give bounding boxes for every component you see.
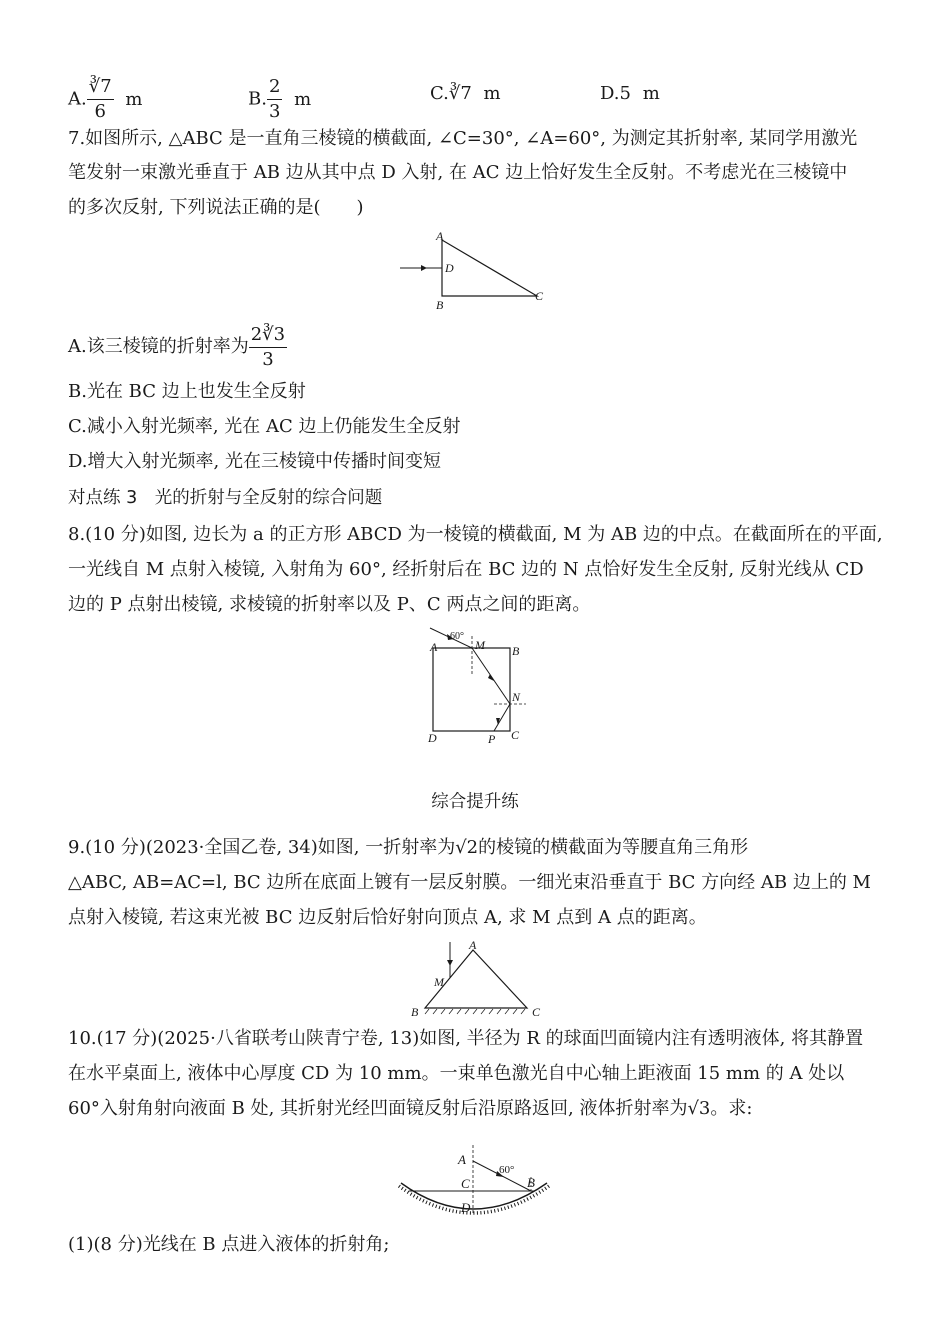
q8-label-d: D [428,731,437,745]
q7-arrow-head [421,265,427,271]
q10-angle-label: 60° [499,1164,515,1176]
q7-prism-figure [395,228,555,316]
q8-square-figure [420,624,540,748]
q10-stem-line-3: 60°入射角射向液面 B 处, 其折射光经凹面镜反射后沿原路返回, 液体折射率为√3。求: [68,1098,753,1119]
section-heading-3: 对点练 3 光的折射与全反射的综合问题 [68,488,383,508]
q9-triangle-figure [405,938,555,1018]
q8-label-p: P [488,732,496,746]
q7-option-a: A.该三棱镜的折射率为 $\frac{2∛3}{3}$ [68,323,286,370]
q7-option-b: B.光在 BC 边上也发生全反射 [68,381,306,402]
q9-label-b: B [411,1005,419,1018]
q8-label-c: C [511,728,520,742]
q10-subquestion-1: (1)(8 分)光线在 B 点进入液体的折射角; [68,1234,390,1255]
q7-stem-line-1: 7.如图所示, △ABC 是一直角三棱镜的横截面, ∠C=30°, ∠A=60°, 为测定其折射率, 某同学用激光 [68,128,858,149]
q8-stem-line-1: 8.(10 分)如图, 边长为 a 的正方形 ABCD 为一棱镜的横截面, M 为 AB 边的中点。在截面所在的平面, [68,524,883,545]
q7-label-c: C [535,289,544,303]
q10-label-a: A [458,1152,466,1167]
q10-stem-line-1: 10.(17 分)(2025·八省联考山陕青宁卷, 13)如图, 半径为 R 的球面凹面镜内注有透明液体, 将其静置 [68,1028,864,1049]
q8-light-path [430,628,510,731]
q10-label-b: B [527,1175,535,1190]
section-heading-upgrade: 综合提升练 [431,792,519,812]
q8-label-a: A [430,640,438,654]
q6-option-d: D.5 m [600,83,660,104]
q9-label-c: C [532,1005,541,1018]
q10-label-c: C [461,1176,470,1191]
q7-label-b: B [436,298,444,312]
q9-stem-line-3: 点射入棱镜, 若这束光被 BC 边反射后恰好射向顶点 A, 求 M 点到 A 点的距离。 [68,907,707,928]
q6-option-b: B. $\frac{2}{3}$ m [248,76,312,122]
q6-option-c: C.∛7 m [430,83,501,104]
q8-stem-line-3: 边的 P 点射出棱镜, 求棱镜的折射率以及 P、C 两点之间的距离。 [68,594,591,615]
q9-stem-line-1: 9.(10 分)(2023·全国乙卷, 34)如图, 一折射率为√2的棱镜的横截面为等腰直角三角形 [68,837,749,858]
q7-label-a: A [436,229,444,243]
q6-option-a: A. $\frac{∛7}{6}$ m [68,76,143,122]
q9-reflective-film [425,1009,525,1014]
q7-option-d: D.增大入射光频率, 光在三棱镜中传播时间变短 [68,451,441,472]
q7-label-d: D [445,261,454,275]
q8-label-n: N [512,690,521,704]
q8-angle-label: 60° [450,631,464,642]
q8-label-m: M [475,638,485,652]
q6-options [68,68,768,122]
q7-stem-line-3: 的多次反射, 下列说法正确的是( ) [68,197,364,218]
q9-label-m: M [434,975,444,989]
q8-label-b: B [512,644,520,658]
q10-stem-line-2: 在水平桌面上, 液体中心厚度 CD 为 10 mm。一束单色激光自中心轴上距液面 15 mm 的 A 处以 [68,1063,845,1084]
q9-label-a: A [469,938,477,952]
q8-stem-line-2: 一光线自 M 点射入棱镜, 入射角为 60°, 经折射后在 BC 边的 N 点恰好发生全反射, 反射光线从 CD [68,559,864,580]
q8-arrow-2 [488,674,494,681]
q10-concave-mirror [401,1183,547,1209]
q10-label-d: D [461,1200,471,1215]
q7-triangle [442,240,537,296]
q7-stem-line-2: 笔发射一束激光垂直于 AB 边从其中点 D 入射, 在 AC 边上恰好发生全反射。不考虑光在三棱镜中 [68,162,848,183]
q9-arrow-head [447,960,453,966]
q7-option-c: C.减小入射光频率, 光在 AC 边上仍能发生全反射 [68,416,461,437]
q9-stem-line-2: △ABC, AB=AC=l, BC 边所在底面上镀有一层反射膜。一细光束沿垂直于 BC 方向经 AB 边上的 M [68,872,871,893]
q10-mirror-figure [395,1143,565,1218]
